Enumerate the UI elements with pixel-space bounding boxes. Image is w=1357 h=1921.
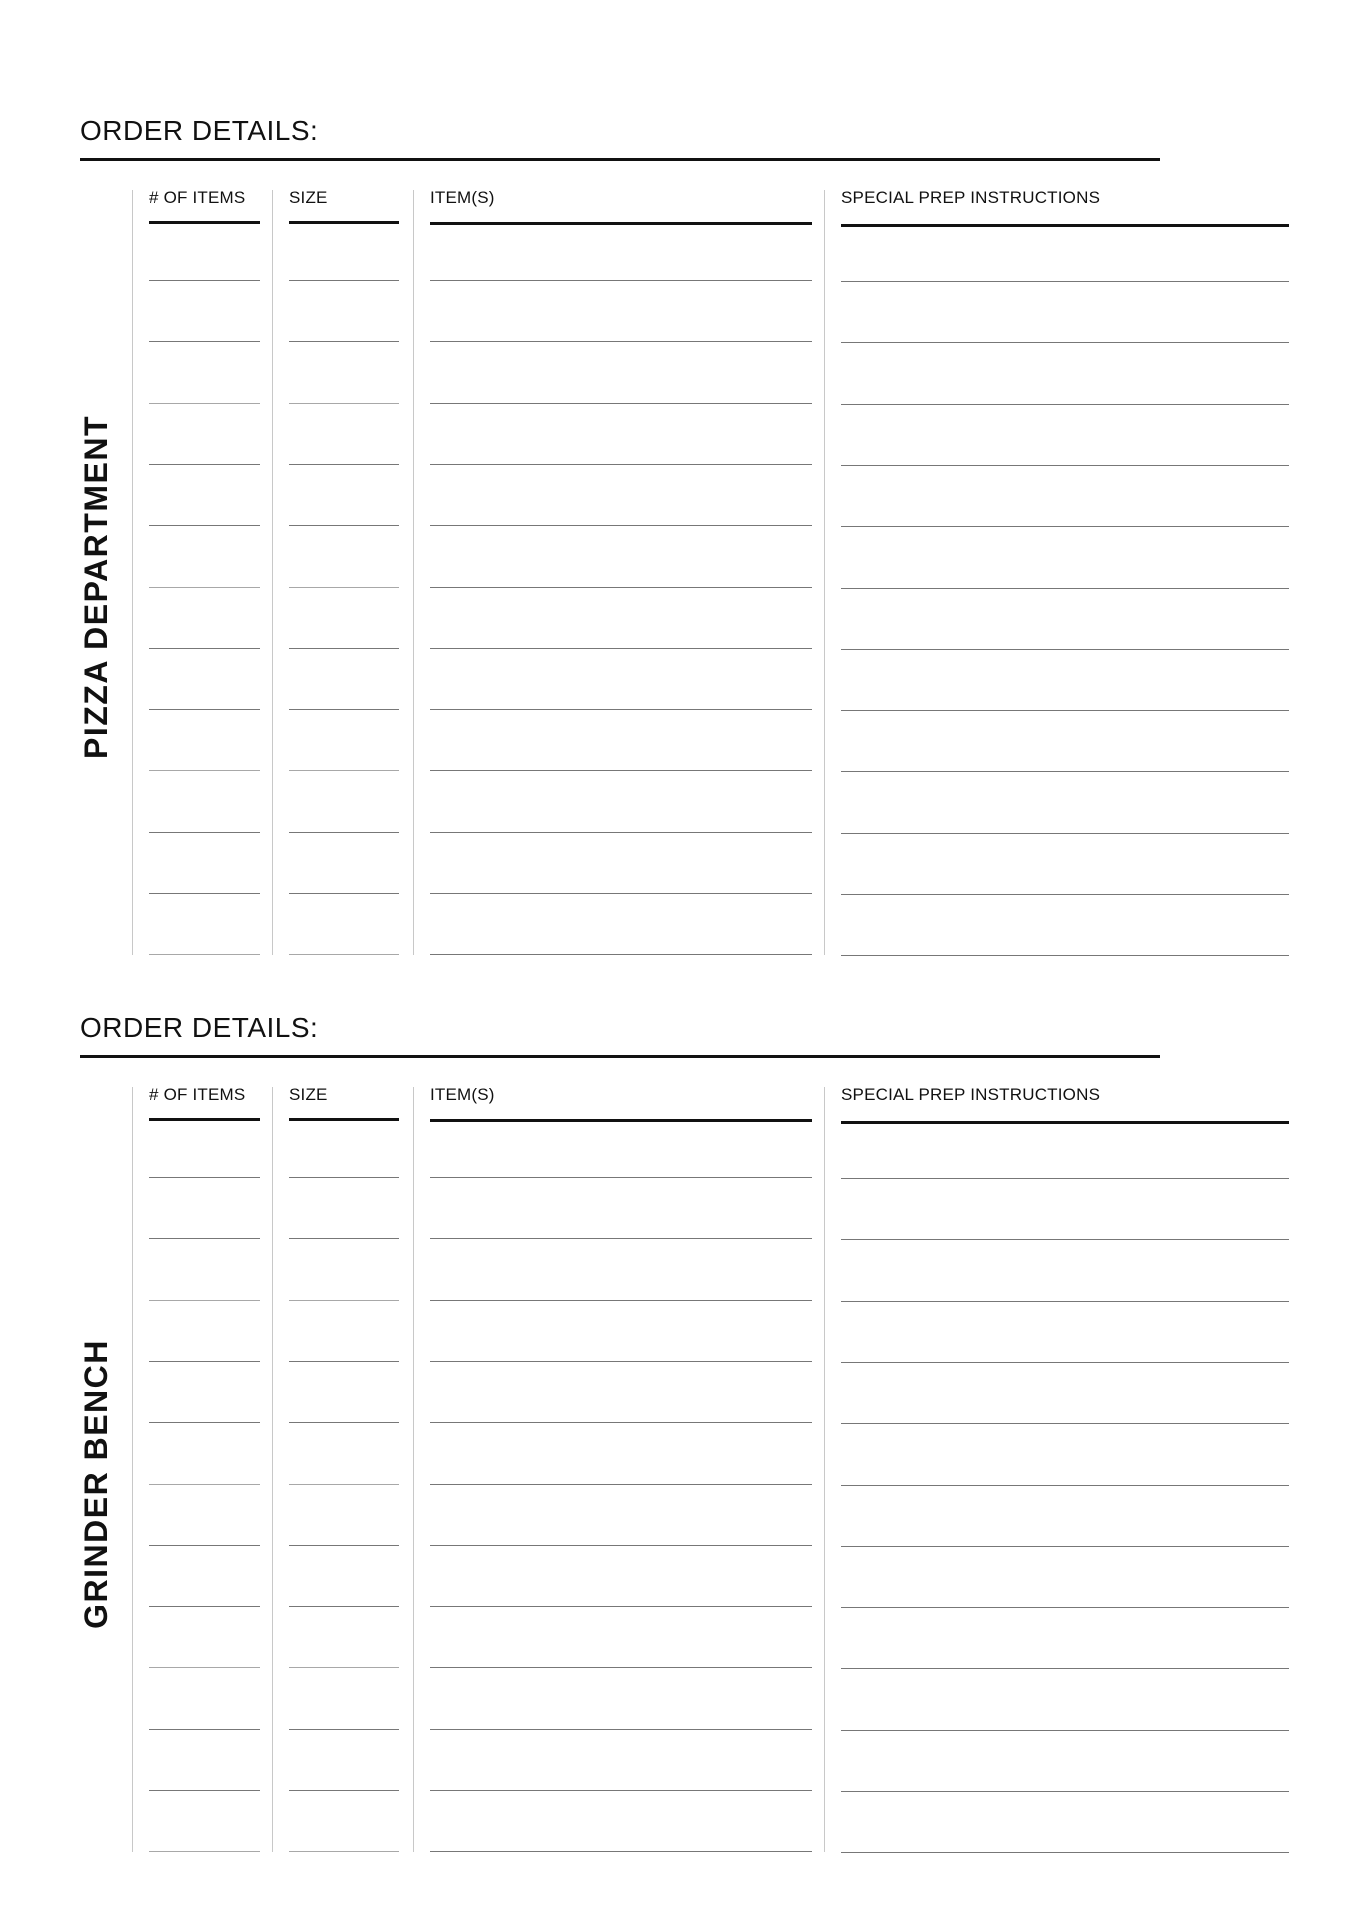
write-in-line xyxy=(841,404,1289,405)
write-in-line xyxy=(841,771,1289,772)
header-rule xyxy=(289,1118,399,1121)
write-in-line xyxy=(430,709,812,710)
write-in-line xyxy=(841,894,1289,895)
header-rule xyxy=(841,1121,1289,1124)
write-in-line xyxy=(430,893,812,894)
column-header-count: # OF ITEMS xyxy=(149,188,246,207)
write-in-line xyxy=(841,649,1289,650)
column-header-instructions: SPECIAL PREP INSTRUCTIONS xyxy=(841,1085,1101,1104)
write-in-line xyxy=(149,1361,260,1362)
write-in-line xyxy=(149,403,260,404)
write-in-line xyxy=(149,1729,260,1730)
header-rule xyxy=(289,221,399,224)
write-in-line xyxy=(841,1607,1289,1608)
department-label: PIZZA DEPARTMENT xyxy=(78,415,114,759)
column-header-size: SIZE xyxy=(289,188,328,207)
write-in-line xyxy=(149,893,260,894)
write-in-line xyxy=(149,1790,260,1791)
order-details-title: ORDER DETAILS: xyxy=(80,115,319,146)
write-in-line xyxy=(430,1484,812,1485)
write-in-line xyxy=(841,342,1289,343)
header-rule xyxy=(430,1119,812,1122)
header-rule xyxy=(841,224,1289,227)
write-in-line xyxy=(289,648,399,649)
column-divider xyxy=(272,190,273,955)
write-in-line xyxy=(289,1361,399,1362)
column-divider xyxy=(824,190,825,955)
order-details-title: ORDER DETAILS: xyxy=(80,1012,319,1043)
write-in-line xyxy=(289,525,399,526)
write-in-line xyxy=(149,280,260,281)
write-in-line xyxy=(430,1790,812,1791)
write-in-line xyxy=(841,526,1289,527)
write-in-line xyxy=(289,770,399,771)
write-in-line xyxy=(149,1300,260,1301)
column-header-count: # OF ITEMS xyxy=(149,1085,246,1104)
write-in-line xyxy=(149,832,260,833)
write-in-line xyxy=(289,1606,399,1607)
header-rule xyxy=(430,222,812,225)
write-in-line xyxy=(430,525,812,526)
write-in-line xyxy=(289,709,399,710)
column-divider xyxy=(413,190,414,955)
write-in-line xyxy=(841,1239,1289,1240)
column-header-instructions: SPECIAL PREP INSTRUCTIONS xyxy=(841,188,1101,207)
write-in-line xyxy=(289,1484,399,1485)
order-section-grinder xyxy=(0,897,1357,1757)
write-in-line xyxy=(841,1546,1289,1547)
write-in-line xyxy=(841,588,1289,589)
write-in-line xyxy=(430,770,812,771)
column-divider xyxy=(413,1087,414,1852)
write-in-line xyxy=(430,1361,812,1362)
write-in-line xyxy=(149,1422,260,1423)
order-section-pizza xyxy=(0,0,1357,860)
write-in-line xyxy=(841,1668,1289,1669)
column-divider xyxy=(824,1087,825,1852)
write-in-line xyxy=(841,1362,1289,1363)
title-rule xyxy=(80,1055,1160,1058)
header-rule xyxy=(149,221,260,224)
write-in-line xyxy=(289,1667,399,1668)
write-in-line xyxy=(149,709,260,710)
write-in-line xyxy=(149,1545,260,1546)
write-in-line xyxy=(430,1300,812,1301)
write-in-line xyxy=(841,1791,1289,1792)
write-in-line xyxy=(841,465,1289,466)
write-in-line xyxy=(430,341,812,342)
write-in-line xyxy=(430,832,812,833)
write-in-line xyxy=(149,464,260,465)
write-in-line xyxy=(289,1177,399,1178)
write-in-line xyxy=(149,1177,260,1178)
write-in-line xyxy=(430,587,812,588)
write-in-line xyxy=(430,403,812,404)
write-in-line xyxy=(289,587,399,588)
column-divider xyxy=(132,1087,133,1852)
department-label: GRINDER BENCH xyxy=(78,1339,114,1629)
write-in-line xyxy=(289,280,399,281)
write-in-line xyxy=(289,893,399,894)
write-in-line xyxy=(149,648,260,649)
write-in-line xyxy=(841,1178,1289,1179)
write-in-line xyxy=(289,341,399,342)
write-in-line xyxy=(430,1177,812,1178)
write-in-line xyxy=(289,1790,399,1791)
write-in-line xyxy=(149,1851,260,1852)
write-in-line xyxy=(430,648,812,649)
write-in-line xyxy=(430,1851,812,1852)
write-in-line xyxy=(841,281,1289,282)
column-header-items: ITEM(S) xyxy=(430,1085,495,1104)
write-in-line xyxy=(289,464,399,465)
write-in-line xyxy=(289,1422,399,1423)
write-in-line xyxy=(149,341,260,342)
write-in-line xyxy=(149,525,260,526)
write-in-line xyxy=(289,1545,399,1546)
write-in-line xyxy=(289,832,399,833)
write-in-line xyxy=(289,1300,399,1301)
write-in-line xyxy=(841,1852,1289,1853)
column-divider xyxy=(132,190,133,955)
write-in-line xyxy=(289,403,399,404)
write-in-line xyxy=(430,1729,812,1730)
write-in-line xyxy=(430,280,812,281)
column-divider xyxy=(272,1087,273,1852)
write-in-line xyxy=(430,464,812,465)
write-in-line xyxy=(149,587,260,588)
write-in-line xyxy=(841,833,1289,834)
write-in-line xyxy=(430,1238,812,1239)
write-in-line xyxy=(149,770,260,771)
title-rule xyxy=(80,158,1160,161)
write-in-line xyxy=(430,1545,812,1546)
column-header-items: ITEM(S) xyxy=(430,188,495,207)
write-in-line xyxy=(430,1667,812,1668)
column-header-size: SIZE xyxy=(289,1085,328,1104)
write-in-line xyxy=(841,1485,1289,1486)
write-in-line xyxy=(289,1851,399,1852)
write-in-line xyxy=(841,710,1289,711)
write-in-line xyxy=(841,1301,1289,1302)
write-in-line xyxy=(841,1730,1289,1731)
write-in-line xyxy=(841,1423,1289,1424)
write-in-line xyxy=(149,1484,260,1485)
header-rule xyxy=(149,1118,260,1121)
write-in-line xyxy=(430,1606,812,1607)
write-in-line xyxy=(149,1606,260,1607)
write-in-line xyxy=(430,1422,812,1423)
write-in-line xyxy=(289,1238,399,1239)
write-in-line xyxy=(149,1667,260,1668)
write-in-line xyxy=(289,1729,399,1730)
write-in-line xyxy=(149,1238,260,1239)
